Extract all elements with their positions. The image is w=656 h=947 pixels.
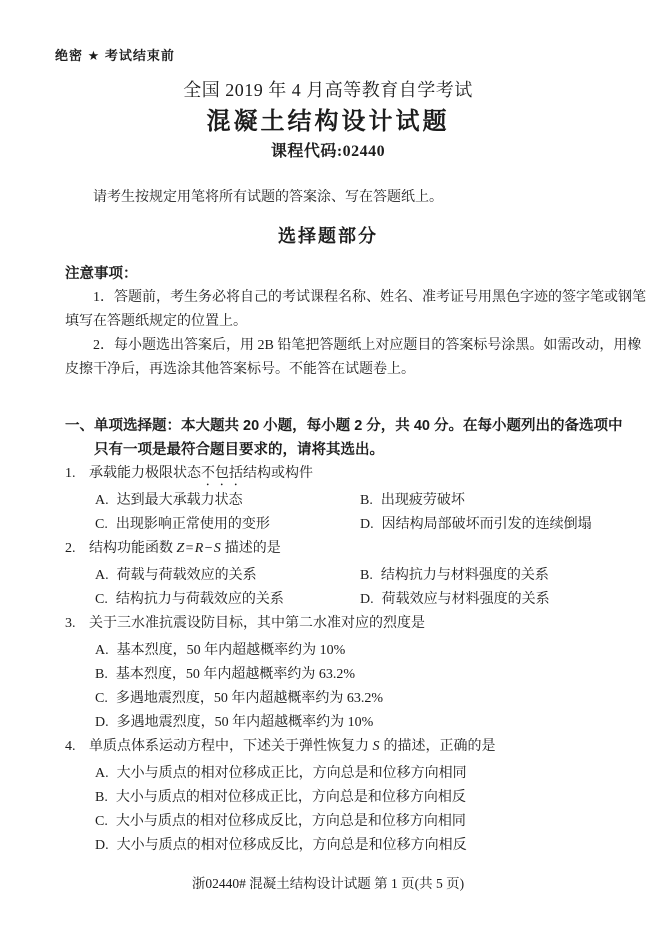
option-label: D. (95, 838, 109, 853)
paper-title: 混凝土结构设计试题 (206, 108, 450, 135)
question-2-option-d (360, 588, 636, 612)
question-4-stem-formula: S (372, 739, 380, 754)
page-footer: 浙02440# 混凝土结构设计试题 第 1 页(共 5 页) (191, 876, 465, 891)
question-2-option-c (95, 588, 360, 612)
question-4-stem-pre: 单质点体系运动方程中，下述关于弹性恢复力 (89, 739, 373, 754)
question-2-stem-post: 描述的是 (221, 541, 281, 556)
question-2 (65, 537, 636, 612)
option-label: B. (95, 790, 108, 805)
question-1-option-d (360, 513, 636, 537)
question-4-stem-post: 的描述，正确的是 (380, 739, 496, 754)
option-label: D. (360, 517, 374, 532)
option-label: A. (95, 766, 109, 781)
part-one-header-line-1: 一、单项选择题：本大题共 20 小题，每小题 2 分，共 40 分。在每小题列出的备选项中 (65, 418, 623, 434)
option-label: C. (95, 691, 108, 706)
option-label: B. (360, 568, 373, 583)
question-3-options (65, 639, 636, 735)
question-4-option-a (95, 762, 636, 786)
question-1-option-a (95, 489, 360, 513)
question-4-option-d (95, 834, 636, 858)
notice-line-4: 皮擦干净后，再选涂其他答案标号。不能答在试题卷上。 (65, 362, 415, 377)
option-text: 基本烈度，50 年内超越概率约为 63.2% (115, 667, 356, 682)
question-3-option-a (95, 639, 636, 663)
question-3-option-d (95, 711, 636, 735)
question-1-options (65, 489, 636, 537)
option-text: 多遇地震烈度，50 年内超越概率约为 63.2% (115, 691, 384, 706)
question-1-option-b (360, 489, 636, 513)
option-text: 多遇地震烈度，50 年内超越概率约为 10% (116, 715, 374, 730)
question-1-stem-post: 结构或构件 (243, 466, 313, 481)
question-2-number: 2. (65, 541, 76, 556)
course-code: 课程代码:02440 (270, 143, 386, 160)
option-text: 结构抗力与荷载效应的关系 (115, 592, 284, 607)
question-3-stem (65, 612, 636, 639)
option-text: 大小与质点的相对位移成反比，方向总是和位移方向相反 (116, 838, 467, 853)
question-2-option-b (360, 564, 636, 588)
question-1-stem (65, 462, 636, 489)
question-1 (65, 462, 636, 537)
option-label: B. (95, 667, 108, 682)
question-4 (65, 735, 636, 858)
question-1-stem-pre: 承载能力极限状态 (89, 466, 201, 481)
question-2-option-a (95, 564, 360, 588)
question-2-stem-formula: Z=R−S (176, 541, 222, 556)
question-3 (65, 612, 636, 735)
part-one-header (65, 414, 636, 462)
question-1-number: 1. (65, 466, 76, 481)
option-text: 出现疲劳破坏 (380, 493, 465, 508)
option-text: 荷载效应与材料强度的关系 (381, 592, 550, 607)
question-3-stem-pre: 关于三水准抗震设防目标，其中第二水准对应的烈度是 (89, 616, 425, 631)
question-4-stem (65, 735, 636, 762)
question-4-options (65, 762, 636, 858)
question-3-option-c (95, 687, 636, 711)
question-4-number: 4. (65, 739, 76, 754)
answer-sheet-instruction: 请考生按规定用笔将所有试题的答案涂、写在答题纸上。 (93, 190, 443, 205)
section-title-multiple-choice: 选择题部分 (278, 226, 378, 246)
option-text: 达到最大承载力状态 (116, 493, 243, 508)
notice-line-3: 2．每小题选出答案后，用 2B 铅笔把答题纸上对应题目的答案标号涂黑。如需改动，用橡 (93, 338, 642, 353)
option-text: 荷载与荷载效应的关系 (116, 568, 257, 583)
question-3-number: 3. (65, 616, 76, 631)
question-2-options (65, 564, 636, 612)
option-label: D. (95, 715, 109, 730)
option-label: A. (95, 568, 109, 583)
exam-session-title: 全国 2019 年 4 月高等教育自学考试 (183, 80, 473, 100)
option-text: 出现影响正常使用的变形 (115, 517, 270, 532)
question-2-stem-pre: 结构功能函数 (89, 541, 177, 556)
security-classification-label: 绝密 ★ 考试结束前 (55, 48, 175, 63)
option-text: 大小与质点的相对位移成正比，方向总是和位移方向相反 (115, 790, 466, 805)
option-label: A. (95, 643, 109, 658)
option-text: 大小与质点的相对位移成正比，方向总是和位移方向相同 (116, 766, 467, 781)
question-2-stem (65, 537, 636, 564)
notice-line-1: 1．答题前，考生务必将自己的考试课程名称、姓名、准考证号用黑色字迹的签字笔或钢笔 (93, 290, 646, 305)
option-label: B. (360, 493, 373, 508)
option-text: 因结构局部破坏而引发的连续倒塌 (381, 517, 592, 532)
option-text: 大小与质点的相对位移成反比，方向总是和位移方向相同 (115, 814, 466, 829)
option-label: C. (95, 592, 108, 607)
notice-title: 注意事项： (65, 266, 138, 282)
option-text: 基本烈度，50 年内超越概率约为 10% (116, 643, 346, 658)
option-label: A. (95, 493, 109, 508)
option-label: C. (95, 517, 108, 532)
part-one-header-line-2: 只有一项是最符合题目要求的，请将其选出。 (94, 442, 384, 458)
question-4-option-b (95, 786, 636, 810)
notice-line-2: 填写在答题纸规定的位置上。 (65, 314, 247, 329)
question-1-option-c (95, 513, 360, 537)
option-label: C. (95, 814, 108, 829)
question-1-stem-emphasis: 不包括 (201, 466, 243, 481)
option-label: D. (360, 592, 374, 607)
question-4-option-c (95, 810, 636, 834)
option-text: 结构抗力与材料强度的关系 (380, 568, 549, 583)
question-3-option-b (95, 663, 636, 687)
